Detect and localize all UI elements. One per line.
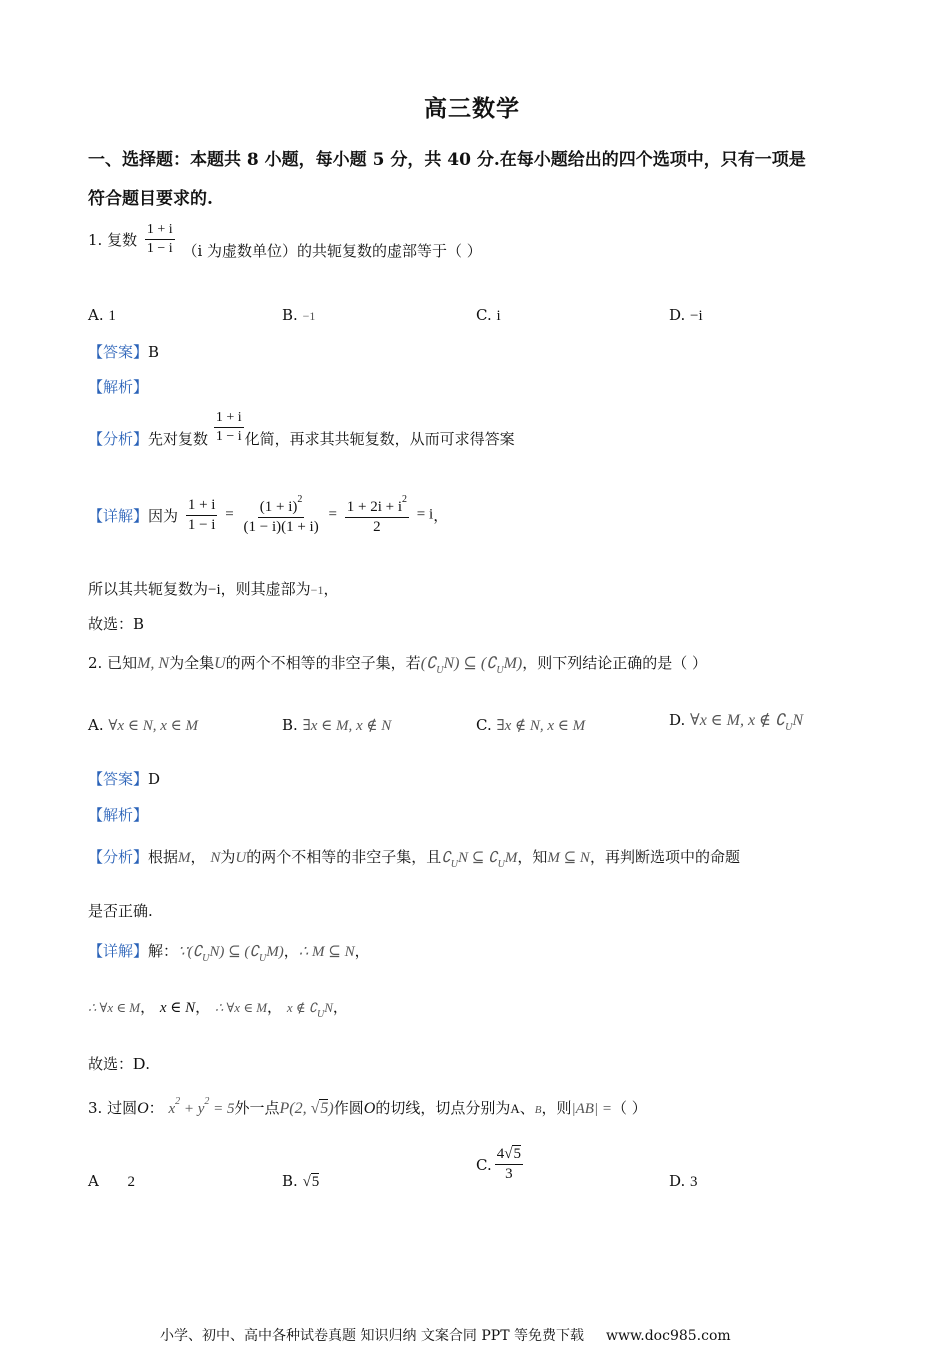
q1-option-d-letter: D.	[669, 306, 691, 324]
q3-eq-a: x	[168, 1101, 176, 1117]
q3-option-b-value: 5	[311, 1174, 320, 1190]
q2-detail-c: ∴ M ⊆ N	[298, 944, 355, 960]
q2-detail-b: ∵(∁	[178, 944, 203, 960]
q2-option-c	[476, 716, 585, 735]
q2-fenxi-b: 为	[220, 848, 236, 866]
q2-detail-a: 解：	[148, 942, 179, 960]
q1-final-label: 故选：	[88, 615, 134, 633]
q3-circle-2: O	[363, 1100, 376, 1117]
q2-option-d	[669, 710, 803, 733]
q3-option-d-value: 3	[690, 1174, 698, 1190]
q3-option-a-letter: A	[88, 1172, 128, 1190]
q1-detail-frac2-num-text: (1 + i)	[259, 499, 298, 515]
q2-option-c-letter: C.	[476, 716, 497, 734]
q1-fenxi-frac-den: 1 − i	[215, 429, 242, 444]
q1-fenxi-post: 化简，再求其共轭复数，从而可求得答案	[244, 430, 515, 448]
q3-eq-c: = 5	[209, 1101, 235, 1117]
q3-option-b	[282, 1172, 319, 1191]
q1-option-c-letter: C.	[476, 306, 497, 324]
q2-fenxi-a: 根据	[148, 848, 179, 866]
q2-fenxi-n: N	[210, 850, 221, 866]
footer	[160, 1325, 731, 1345]
q1-detail-frac2-den: (1 − i)(1 + i)	[243, 519, 319, 535]
q3-option-c-fraction	[495, 1146, 523, 1183]
q2-line3-d-n: N	[324, 1000, 333, 1015]
q2-line3-d-sub: U	[316, 1009, 325, 1020]
q2-line3-b: x ∈ N	[159, 1000, 196, 1016]
q1-detail-frac1-den: 1 − i	[187, 516, 216, 533]
q3-option-c-letter: C.	[476, 1155, 492, 1174]
q2-fenxi-comma: ，	[190, 848, 211, 866]
q2-suffix: ，则下列结论正确的是（ ）	[522, 654, 708, 672]
q2-option-d-letter: D.	[669, 711, 691, 729]
q2-option-c-value: ∃x ∉ N, x ∈ M	[496, 718, 586, 734]
q1-stem	[88, 218, 482, 261]
q3-stem	[88, 1096, 647, 1118]
q1-detail-frac1-num: 1 + i	[186, 497, 218, 516]
q2-condition	[420, 655, 523, 676]
q1-detail-frac2-num	[258, 494, 305, 518]
q1-suffix: （i 为虚数单位）的共轭复数的虚部等于（ ）	[182, 242, 482, 260]
q2-line3-comma3: ，	[267, 998, 287, 1016]
q2-stem	[88, 652, 707, 676]
q1-square-1: 2	[297, 494, 303, 505]
q1-frac-num: 1 + i	[145, 222, 175, 240]
q1-detail-pre: 因为	[148, 506, 179, 525]
q1-option-c	[476, 306, 501, 325]
q1-option-b-letter: B.	[282, 306, 303, 324]
q2-final	[88, 1053, 150, 1074]
q2-cond-sub-2: U	[496, 665, 504, 676]
q1-fenxi-pre: 先对复数	[148, 430, 209, 448]
q2-detail-comma2: ，	[354, 942, 370, 960]
q2-answer	[88, 768, 160, 789]
q2-option-d-sub: U	[785, 722, 793, 733]
q2-detail-comma1: ，	[283, 942, 299, 960]
q3-point-a: P(2,	[279, 1100, 311, 1117]
q3-option-c	[476, 1146, 526, 1183]
q2-answer-value: D	[148, 770, 161, 788]
q2-detail-sub-2: U	[258, 953, 267, 964]
q3-eq-sq1: 2	[175, 1096, 181, 1107]
q3-option-a-value: 2	[127, 1174, 135, 1190]
detail-tag: 【详解】	[88, 942, 149, 960]
q1-detail-frac3-num	[345, 494, 409, 518]
section-heading-line2: 符合题目要求的.	[88, 189, 213, 209]
q2-line3-d-text: x ∉ ∁	[286, 1000, 317, 1015]
q1-option-a-letter: A.	[88, 306, 109, 324]
q2-option-a-value: ∀x ∈ N, x ∈ M	[108, 718, 198, 734]
q1-option-a-value: 1	[108, 308, 116, 324]
q2-cond-a: (∁	[420, 655, 437, 672]
q1-option-a	[88, 306, 116, 325]
q3-option-c-den: 3	[505, 1166, 513, 1182]
q2-detail	[88, 940, 370, 964]
q2-fenxi-sub-2: U	[497, 859, 505, 870]
q2-fenxi-d: ，知	[517, 848, 548, 866]
q3-eq-b: + y	[180, 1101, 205, 1117]
q1-detail-frac3-num-text: 1 + 2i + i	[346, 499, 403, 515]
q1-detail-frac2	[241, 494, 320, 536]
q2-fenxi-m: M	[178, 850, 191, 866]
q3-option-c-num: 4√5	[495, 1146, 523, 1165]
q3-option-d	[669, 1172, 698, 1191]
q3-equation	[168, 1096, 235, 1117]
q2-final-value: D	[133, 1054, 146, 1073]
q3-option-d-letter: D.	[669, 1172, 691, 1190]
q2-line3-a: ∴ ∀x ∈ M	[88, 1000, 141, 1015]
q2-cond-c: M)	[503, 655, 523, 672]
q2-detail-cond	[178, 944, 284, 964]
footer-text: 小学、初中、高中各种试卷真题 知识归纳 文案合同 PPT 等免费下载	[160, 1328, 584, 1344]
q2-line3-comma2: ，	[195, 998, 215, 1016]
q2-detail-sub-1: U	[202, 953, 210, 964]
answer-tag: 【答案】	[88, 343, 149, 361]
fenxi-tag: 【分析】	[88, 848, 149, 866]
q1-option-c-value: i	[496, 308, 501, 324]
section-heading-line1: 一、选择题：本题共 8 小题，每小题 5 分，共 40 分.在每小题给出的四个选项中，只有一项是	[88, 150, 806, 170]
q1-option-d	[669, 306, 703, 325]
q2-line3-comma4: ，	[332, 998, 348, 1016]
q1-conclusion-mid: ，则其虚部为	[220, 580, 311, 598]
q3-mid2: 作圆	[333, 1099, 364, 1117]
q1-frac-den: 1 − i	[146, 241, 173, 256]
q2-cond-b: N) ⊆ (∁	[443, 655, 497, 672]
q1-eq1: =	[225, 506, 234, 523]
q2-option-b-letter: B.	[282, 716, 303, 734]
q2-fenxi	[88, 846, 740, 870]
detail-tag: 【详解】	[88, 506, 149, 525]
q1-detail-frac3-den: 2	[373, 519, 381, 535]
q2-detail-cond-m: M)	[266, 944, 284, 960]
q2-fenxi-subset: M ⊆ N	[547, 850, 590, 866]
q2-mid2: 的两个不相等的非空子集，若	[225, 654, 421, 672]
q1-conclusion-val: −i	[208, 582, 221, 598]
q1-conclusion	[88, 578, 338, 599]
q1-eq2: =	[328, 506, 337, 523]
q2-mid1: 为全集	[169, 654, 215, 672]
q3-option-b-root: √	[302, 1174, 311, 1190]
page-title: 高三数学	[424, 95, 520, 122]
q3-option-a	[88, 1172, 135, 1191]
q3-ab: |AB| =	[571, 1101, 612, 1117]
q1-detail-frac1	[186, 497, 218, 534]
footer-url[interactable]: www.doc985.com	[605, 1328, 731, 1344]
q1-option-d-value: −i	[690, 308, 703, 324]
q1-final	[88, 613, 144, 634]
q1-detail-frac3	[345, 494, 409, 536]
q1-detail-comma: ，	[433, 506, 449, 525]
q2-option-d-tail: N	[792, 712, 803, 729]
q2-fenxi-line2: 是否正确.	[88, 902, 153, 920]
q1-detail	[88, 494, 448, 536]
q3-option-c-num-root: 5	[513, 1146, 521, 1162]
q1-option-b	[282, 306, 315, 324]
q1-answer-value: B	[148, 343, 160, 361]
q1-conclusion-comma: ，	[323, 580, 339, 598]
q1-prefix: 1. 复数	[88, 231, 138, 249]
q1-detail-result: = i	[416, 506, 434, 523]
q3-prefix: 3. 过圆	[88, 1099, 138, 1117]
q3-option-b-letter: B.	[282, 1172, 303, 1190]
q2-analysis-tag: 【解析】	[88, 806, 149, 824]
q2-option-d-value: ∀x ∈ M, x ∉ ∁	[690, 712, 786, 729]
q2-prefix: 2. 已知	[88, 654, 138, 672]
q3-suffix: （ ）	[611, 1099, 647, 1117]
q2-option-b	[282, 716, 391, 735]
q3-mid3: 的切线，切点分别为	[375, 1099, 511, 1117]
q2-fenxi-u: U	[235, 850, 247, 866]
q3-mid4: ，则	[541, 1099, 572, 1117]
q3-point: P(2, √5)	[279, 1100, 334, 1117]
q2-cond-sub-1: U	[436, 665, 444, 676]
q2-line3-d	[286, 1000, 333, 1020]
q2-universe: U	[214, 655, 226, 672]
q1-answer	[88, 341, 159, 362]
q3-colon: ：	[148, 1099, 169, 1117]
q2-fenxi-cond: $∁_UN$ ⊆ $∁_UM$	[441, 850, 518, 870]
q2-detail-cond-n: N) ⊆ (∁	[209, 944, 259, 960]
q2-detail-line3	[88, 996, 348, 1020]
q1-square-2: 2	[402, 494, 408, 505]
q3-mid1: 外一点	[234, 1099, 280, 1117]
q3-eq-sq2: 2	[204, 1096, 210, 1107]
q2-final-period: .	[145, 1055, 151, 1073]
q2-option-a-letter: A.	[88, 716, 109, 734]
q2-option-a	[88, 716, 198, 735]
q1-option-b-value: −1	[302, 309, 316, 323]
q1-final-value: B	[133, 615, 145, 633]
q2-line3-c: ∴ ∀x ∈ M	[214, 1000, 268, 1015]
q1-conclusion-val2: −1	[310, 583, 324, 597]
q3-pb: B	[534, 1104, 542, 1116]
q1-fenxi-frac-num: 1 + i	[214, 410, 244, 428]
q1-analysis-tag: 【解析】	[88, 378, 149, 396]
q3-option-c-num-coef: 4	[496, 1146, 505, 1162]
q1-fenxi	[88, 406, 515, 449]
q3-point-root: 5	[320, 1100, 329, 1117]
q1-fenxi-fraction	[214, 410, 244, 445]
q3-dun: 、	[519, 1099, 535, 1117]
q2-fenxi-sub-1: U	[450, 859, 458, 870]
q3-pa: A	[510, 1101, 520, 1116]
q3-circle: O	[137, 1100, 149, 1117]
q2-sets: M, N	[137, 655, 170, 672]
answer-tag: 【答案】	[88, 770, 149, 788]
q2-line3-comma1: ，	[140, 998, 160, 1016]
q2-fenxi-c: 的两个不相等的非空子集，且	[246, 848, 442, 866]
fenxi-tag: 【分析】	[88, 430, 149, 448]
q2-option-b-value: ∃x ∈ M, x ∉ N	[302, 718, 392, 734]
q2-final-label: 故选：	[88, 1055, 134, 1073]
q1-fraction	[145, 222, 175, 257]
q2-fenxi-e: ，再判断选项中的命题	[589, 848, 740, 866]
q1-conclusion-pre: 所以其共轭复数为	[88, 580, 209, 598]
